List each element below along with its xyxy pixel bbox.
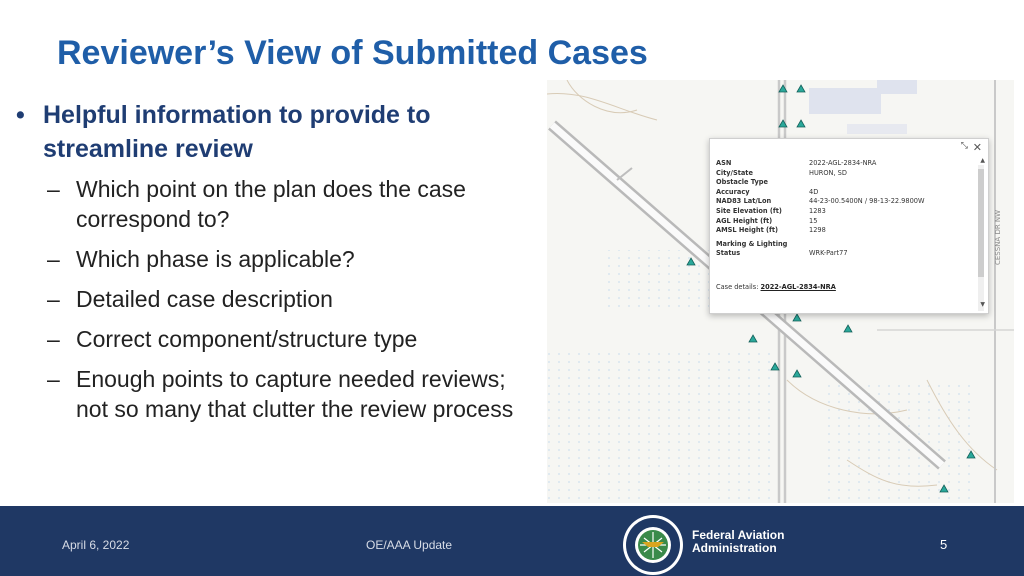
slide-title: Reviewer’s View of Submitted Cases — [57, 34, 648, 72]
table-row: AMSL Height (ft) 1298 — [716, 226, 826, 235]
sub-bullet-text: Detailed case description — [76, 286, 333, 312]
close-icon[interactable]: ✕ — [972, 141, 982, 154]
table-row: Site Elevation (ft) 1283 — [716, 206, 826, 215]
sub-bullet: – Enough points to capture needed reviews; not so many that clutter the review process — [47, 364, 526, 424]
terrain-pattern — [547, 350, 777, 503]
sub-bullet: – Which phase is applicable? — [47, 246, 355, 272]
obstacle-marker-icon[interactable] — [844, 325, 852, 332]
main-bullet-text: Helpful information to provide to streamline review — [43, 101, 431, 163]
footer-center-text: OE/AAA Update — [366, 538, 453, 552]
case-details-link[interactable]: 2022-AGL-2834-NRA — [760, 283, 836, 291]
agency-name — [692, 529, 784, 555]
map-screenshot[interactable] — [547, 80, 1014, 503]
main-bullet — [16, 98, 526, 166]
agency-line1: Federal Aviation — [692, 528, 785, 542]
sub-bullet: – Correct component/structure type — [47, 326, 418, 352]
taxiway — [617, 168, 632, 180]
road-label: CESSNA DR NW — [994, 209, 1002, 265]
slide-footer — [0, 506, 1024, 576]
sub-bullet-text: Which phase is applicable? — [76, 246, 355, 272]
obstacle-marker-icon[interactable] — [793, 314, 801, 321]
expand-icon[interactable]: ⤡ — [960, 141, 968, 151]
table-row: Obstacle Type — [716, 178, 768, 187]
table-row: NAD83 Lat/Lon 44-23-00.5400N / 98-13-22.9800W — [716, 197, 925, 206]
table-row: Accuracy 4D — [716, 187, 819, 196]
scroll-up-icon[interactable]: ▲ — [980, 157, 985, 164]
table-row: Status WRK-Part77 — [716, 249, 848, 258]
obstacle-marker-icon[interactable] — [797, 85, 805, 92]
popup-scrollbar[interactable] — [978, 165, 984, 311]
obstacle-marker-icon[interactable] — [749, 335, 757, 342]
building — [809, 88, 881, 114]
sub-bullet: – Detailed case description — [47, 286, 333, 312]
sub-bullet-text: Correct component/structure type — [76, 326, 418, 352]
contour-line — [567, 80, 637, 113]
obstacle-marker-icon[interactable] — [797, 120, 805, 127]
obstacle-marker-icon[interactable] — [793, 370, 801, 377]
scroll-down-icon[interactable]: ▼ — [980, 301, 985, 308]
contour-line — [547, 93, 657, 120]
case-details-line — [716, 283, 836, 291]
building — [877, 80, 917, 94]
sub-bullet: – Which point on the plan does the case correspond to? — [47, 174, 526, 234]
agency-line2: Administration — [692, 541, 777, 555]
case-info-popup[interactable] — [709, 138, 989, 314]
table-row: ASN 2022-AGL-2834-NRA — [716, 159, 877, 167]
case-attributes-table — [716, 159, 924, 259]
sub-bullet-text: Enough points to capture needed reviews; not so many that clutter the review process — [76, 366, 514, 422]
faa-seal-icon — [622, 514, 684, 576]
sub-bullet-list — [47, 174, 526, 424]
sub-bullet-text: Which point on the plan does the case correspond to? — [76, 176, 466, 232]
bullet-list — [16, 98, 526, 434]
table-row: Marking & Lighting — [716, 239, 788, 248]
table-row: City/State HURON, SD — [716, 168, 847, 177]
building — [847, 124, 907, 134]
table-row: AGL Height (ft) 15 — [716, 216, 818, 225]
bullet-dot: • — [16, 101, 25, 129]
case-details-label: Case details: — [716, 283, 759, 291]
page-number: 5 — [940, 537, 948, 552]
scrollbar-thumb[interactable] — [978, 169, 984, 277]
footer-date: April 6, 2022 — [62, 538, 130, 552]
